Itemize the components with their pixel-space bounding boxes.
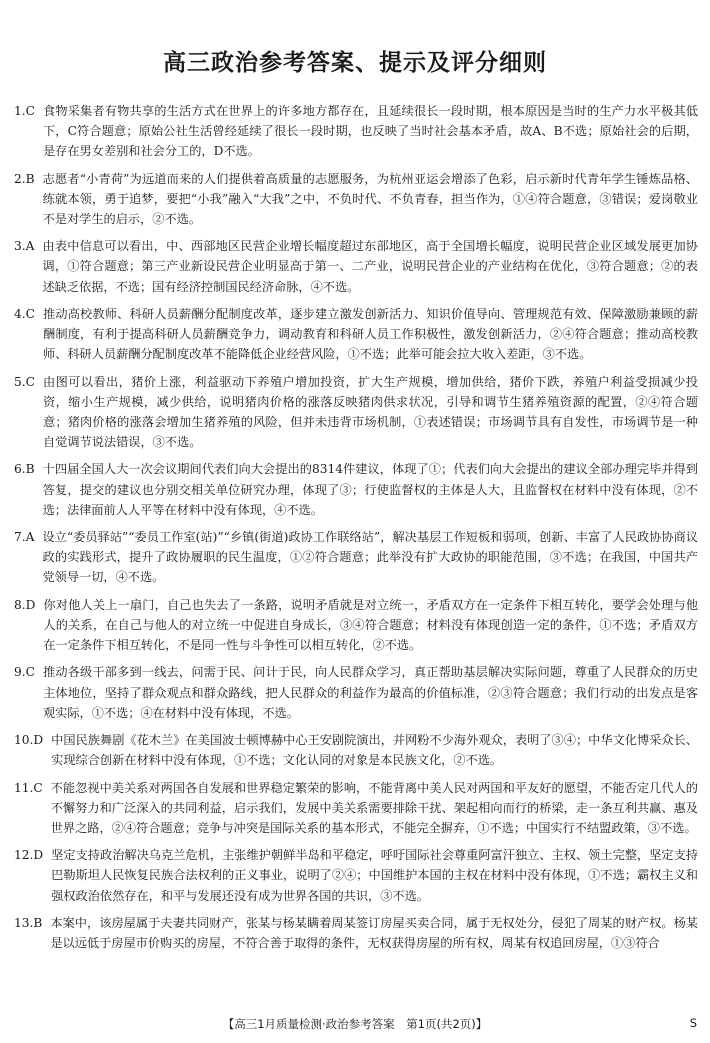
question-number: 6.	[14, 462, 26, 477]
answer-explanation: 推动高校教师、科研人员薪酬分配制度改革，逐步建立激发创新活力、知识价值导向、管理规范有效、保障激励兼顾的薪酬制度，有利于提高科研人员薪酬竞争力，调动教育和科研人员工作积极性，激发创新活力，②④符合题意；推动高校教师、科研人员薪酬分配制度改革不能降低企业经营风险，①不选；此举可能会拉大收入差距，③不选。	[42, 307, 698, 362]
answer-letter: C	[25, 665, 35, 680]
answer-item	[14, 236, 698, 296]
question-number: 2.	[14, 171, 26, 186]
answer-letter: C	[33, 780, 43, 795]
question-number: 13.	[14, 916, 34, 931]
question-number: 12.	[14, 848, 34, 863]
answer-item	[14, 459, 698, 519]
question-number: 9.	[14, 665, 26, 680]
question-number: 4.	[14, 307, 26, 322]
answer-explanation: 由表中信息可以看出，中、西部地区民营企业增长幅度超过东部地区，高于全国增长幅度，说明民营企业区域发展更加协调，①符合题意；第三产业新设民营企业明显高于第一、二产业，说明民营企业的产业结构在优化，③符合题意；②的表述缺乏依据，不选；国有经济控制国民经济命脉，④不选。	[42, 239, 698, 294]
answer-explanation: 志愿者“小青荷”为远道而来的人们提供着高质量的志愿服务，为杭州亚运会增添了色彩，启示新时代青年学生锤炼品格、练就本领，勇于追梦，要把“小我”融入“大我”之中，不负时代、不负青春，担当作为，①④符合题意，③错误；爱岗敬业不是对学生的启示，②不选。	[42, 171, 698, 226]
answer-letter: C	[25, 307, 35, 322]
question-number: 11.	[14, 780, 34, 795]
answer-item	[14, 527, 698, 587]
answer-letter: B	[33, 916, 43, 931]
answer-explanation: 食物采集者有物共享的生活方式在世界上的许多地方都存在，且延续很长一段时期，根本原因是当时的生产力水平极其低下，C符合题意；原始公社生活曾经延续了很长一段时期，也反映了当时社会基本矛盾，故A、B不选；原始社会的后期，是存在男女差别和社会分工的，D不选。	[42, 104, 698, 159]
answer-explanation: 中国民族舞剧《花木兰》在美国波士顿博赫中心王安剧院演出，并网粉不少海外观众，表明了③④；中华文化博采众长、实现综合创新在材料中没有体现，①不选；文化认同的对象是本民族文化，②不选。	[51, 733, 698, 768]
answer-item	[14, 169, 698, 229]
answer-letter: A	[25, 530, 35, 545]
answer-item	[14, 778, 698, 838]
answer-letter: D	[25, 597, 36, 612]
question-number: 7.	[14, 530, 26, 545]
answer-explanation: 不能忽视中美关系对两国各自发展和世界稳定繁荣的影响，不能背离中美人民对两国和平友好的愿望，不能否定几代人的不懈努力和广泛深入的共同利益，启示我们，发展中美关系需要排除干扰、架起相向而行的桥梁，走一条互利共赢、惠及世界之路，②④符合题意；竞争与冲突是国际关系的基本形式，不能完全摒弃，①不选；中国实行不结盟政策，③不选。	[50, 780, 698, 835]
answer-explanation: 你对他人关上一扇门，自己也失去了一条路，说明矛盾就是对立统一，矛盾双方在一定条件下相互转化，要学会处理与他人的关系，在自己与他人的对立统一中促进自身成长，③④符合题意；材料没有体现创造一定的条件，①不选；矛盾双方在一定条件下相互转化，不是同一性与斗争性可以相互转化，②不选。	[43, 597, 698, 652]
question-number: 3.	[14, 239, 26, 254]
footer-code: S	[689, 1016, 697, 1030]
answer-explanation: 由图可以看出，猪价上涨，利益驱动下养殖户增加投资，扩大生产规模，增加供给，猪价下跌，养殖户利益受损减少投资，缩小生产规模，减少供给，说明猪肉价格的涨落反映猪肉供求状况，引导和调节生猪养殖资源的配置，②④符合题意；猪肉价格的涨落会增加生猪养殖的风险，但并未违背市场机制，①表述错误；市场调节具有自发性，市场调节是一种自觉调节说法错误，③不选。	[42, 374, 698, 449]
answer-item	[14, 372, 698, 452]
question-number: 1.	[14, 104, 26, 118]
answer-explanation: 设立“委员驿站”“委员工作室(站)”“乡镇(街道)政协工作联络站”，解决基层工作短板和弱项，创新、丰富了人民政协协商议政的实践形式，提升了政协履职的民生温度，①②符合题意；此举没有扩大政协的职能范围，③不选；在我国，中国共产党领导一切，④不选。	[42, 530, 698, 585]
answer-letter: D	[33, 848, 44, 863]
question-number: 8.	[14, 597, 26, 612]
answer-letter: D	[33, 733, 44, 748]
answer-explanation: 十四届全国人大一次会议期间代表们向大会提出的8314件建议，体现了①；代表们向大会提出的建议全部办理完毕并得到答复，提交的建议也分别交相关单位研究办理，体现了③；行使监督权的主体是人大，且监督权在材料中没有体现，②不选；法律面前人人平等在材料中没有体现，④不选。	[42, 462, 698, 517]
question-number: 10.	[14, 733, 34, 748]
answer-explanation: 推动各级干部多到一线去，问需于民、问计于民，向人民群众学习，真正帮助基层解决实际问题，尊重了人民群众的历史主体地位，坚持了群众观点和群众路线，把人民群众的利益作为最高的价值标准，②③符合题意；我们行动的出发点是客观实际，①不选；④在材料中没有体现，不选。	[42, 665, 698, 720]
footer-page-info: 【高三1月质量检测·政治参考答案 第1页(共2页)】	[222, 1017, 488, 1031]
answer-item	[14, 730, 698, 770]
answer-letter: C	[25, 104, 35, 118]
answer-item	[14, 304, 698, 364]
answer-item	[14, 913, 698, 953]
page-title: 高三政治参考答案、提示及评分细则	[163, 50, 547, 76]
answer-item	[14, 595, 698, 655]
answer-letter: B	[25, 462, 35, 477]
answer-item	[14, 101, 698, 161]
answer-item	[14, 845, 698, 905]
answer-explanation: 本案中，该房屋属于夫妻共同财产，张某与杨某瞒着周某签订房屋买卖合同，属于无权处分，侵犯了周某的财产权。杨某是以远低于房屋市价购买的房屋，不符合善于取得的条件，无权获得房屋的所有权，周某有权追回房屋，①③符合	[50, 916, 698, 951]
answer-letter: C	[25, 374, 35, 389]
answer-item	[14, 662, 698, 722]
question-number: 5.	[14, 374, 26, 389]
page-footer	[0, 1016, 710, 1036]
answer-letter: A	[25, 239, 35, 254]
answer-letter: B	[25, 171, 35, 186]
answer-explanation: 坚定支持政治解决乌克兰危机，主张维护朝鲜半岛和平稳定，呼吁国际社会尊重阿富汗独立、主权、领土完整，坚定支持巴勒斯坦人民恢复民族合法权利的正义事业，说明了②④；中国维护本国的主权在材料中没有体现，①不选；霸权主义和强权政治依然存在，和平与发展还没有成为世界各国的共识，③不选。	[51, 848, 698, 903]
answer-list	[14, 101, 698, 961]
